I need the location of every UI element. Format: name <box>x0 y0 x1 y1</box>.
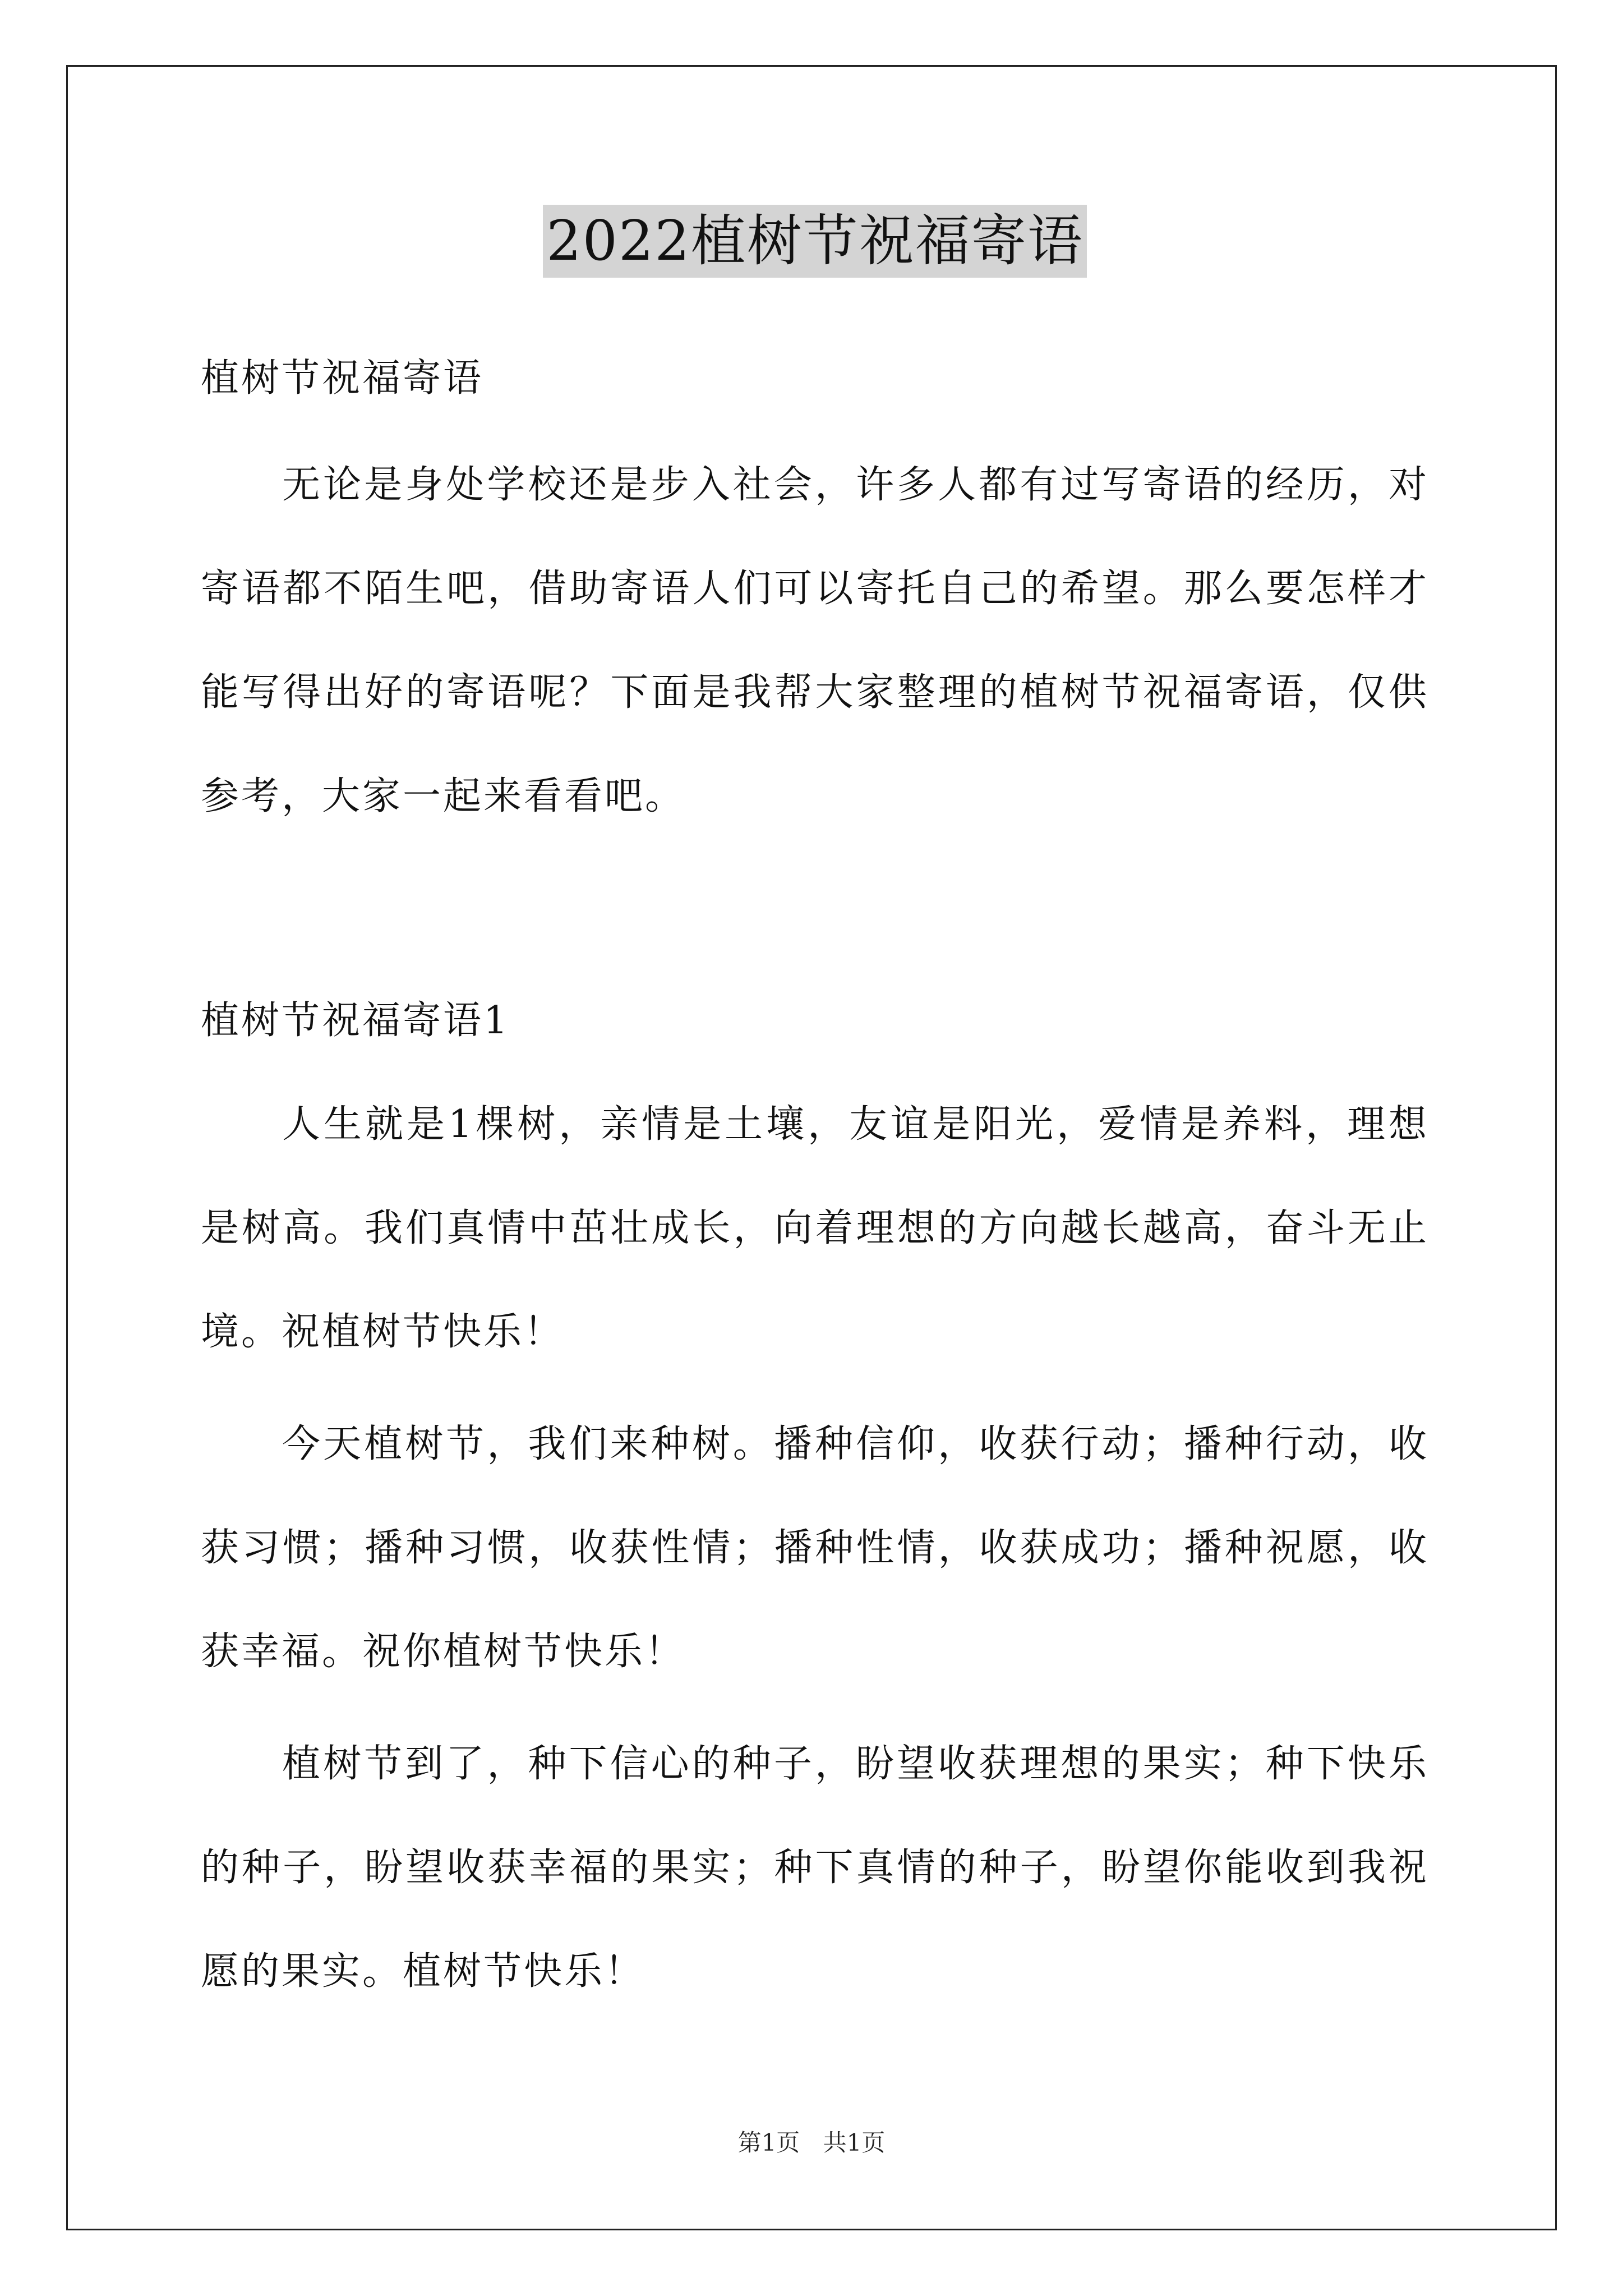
intro-line: 无论是身处学校还是步入社会，许多人都有过写寄语的经历，对 <box>282 463 1429 507</box>
page-number-total: 共1页 <box>823 2129 886 2156</box>
page-number-current: 第1页 <box>737 2129 800 2156</box>
intro-line: 寄语都不陌生吧，借助寄语人们可以寄托自己的希望。那么要怎样才 <box>201 567 1429 611</box>
paragraph-1-line: 人生就是1棵树，亲情是土壤，友谊是阳光，爱情是养料，理想 <box>282 1102 1430 1147</box>
paragraph-1-line: 境。祝植树节快乐！ <box>201 1310 565 1354</box>
paragraph-1-line: 是树高。我们真情中茁壮成长，向着理想的方向越长越高，奋斗无止 <box>201 1206 1429 1250</box>
section-heading-main: 植树节祝福寄语 <box>201 356 484 401</box>
paragraph-3-line: 植树节到了，种下信心的种子，盼望收获理想的果实；种下快乐 <box>282 1742 1429 1786</box>
paragraph-2-line: 今天植树节，我们来种树。播种信仰，收获行动；播种行动，收 <box>282 1422 1429 1466</box>
title-wrap <box>201 205 1429 278</box>
paragraph-2-line: 获幸福。祝你植树节快乐！ <box>201 1630 686 1674</box>
paragraph-3-line: 的种子，盼望收获幸福的果实；种下真情的种子，盼望你能收到我祝 <box>201 1846 1429 1890</box>
document-title: 2022植树节祝福寄语 <box>543 205 1086 278</box>
paragraph-2-line: 获习惯；播种习惯，收获性情；播种性情，收获成功；播种祝愿，收 <box>201 1526 1429 1570</box>
page-footer <box>0 2126 1623 2160</box>
intro-line: 参考，大家一起来看看吧。 <box>201 774 686 818</box>
paragraph-3-line: 愿的果实。植树节快乐！ <box>201 1949 645 1994</box>
intro-line: 能写得出好的寄语呢？下面是我帮大家整理的植树节祝福寄语，仅供 <box>201 670 1429 715</box>
section-heading-1: 植树节祝福寄语1 <box>201 999 510 1043</box>
